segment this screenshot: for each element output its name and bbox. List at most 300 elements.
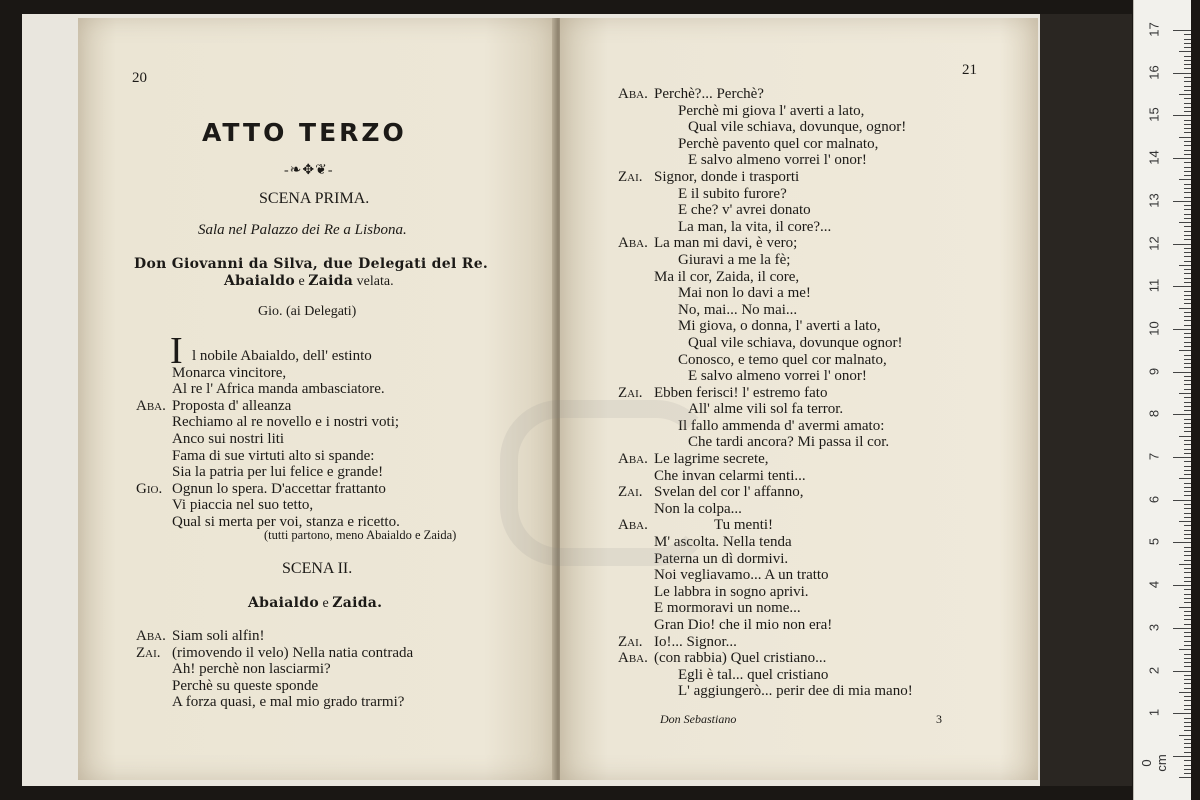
speaker-label: Aba.	[136, 397, 166, 414]
verse-line	[618, 385, 913, 402]
ruler-tick	[1184, 658, 1191, 659]
verse-text: Signor, donde i trasporti	[654, 168, 800, 185]
ruler-tick	[1184, 632, 1191, 633]
verse-text: Svelan del cor l' affanno,	[654, 484, 804, 501]
verse-text: Mai non lo davi a me!	[678, 285, 811, 302]
verse-text: Ma il cor, Zaida, il core,	[654, 268, 800, 285]
measurement-ruler	[1133, 0, 1191, 800]
verse-text: E che? v' avrei donato	[678, 202, 811, 219]
verse-line	[618, 667, 913, 684]
ruler-tick	[1184, 214, 1191, 215]
ruler-tick	[1184, 81, 1191, 82]
act-title: ATTO TERZO	[202, 118, 407, 147]
cast-name-zaida: Zaida	[308, 273, 354, 289]
ruler-tick	[1184, 273, 1191, 274]
ruler-tick	[1184, 86, 1191, 87]
ruler-tick	[1184, 444, 1191, 445]
verse-text: Perchè mi giova l' averti a lato,	[678, 102, 865, 119]
drop-cap: I	[170, 330, 183, 372]
verse-line	[136, 678, 413, 695]
verse-line	[618, 302, 913, 319]
verse-text: E salvo almeno vorrei l' onor!	[688, 368, 867, 385]
ruler-label: 0 cm	[1139, 754, 1169, 772]
ruler-tick	[1184, 551, 1191, 552]
ruler-tick	[1184, 389, 1191, 390]
scene-one-title: SCENA PRIMA.	[259, 190, 370, 207]
ruler-tick	[1184, 64, 1191, 65]
verse-block-scene-two	[136, 628, 413, 711]
verse-line	[618, 567, 913, 584]
ruler-tick	[1184, 363, 1191, 364]
ruler-tick	[1184, 77, 1191, 78]
ruler-tick	[1173, 628, 1191, 629]
ruler-label: 8	[1146, 410, 1162, 418]
ruler-tick	[1184, 705, 1191, 706]
verse-text: Noi vegliavamo... A un tratto	[654, 567, 829, 584]
ruler-tick	[1184, 636, 1191, 637]
ruler-tick	[1184, 419, 1191, 420]
ruler-tick	[1184, 470, 1191, 471]
ruler-tick	[1184, 34, 1191, 35]
ruler-tick	[1184, 752, 1191, 753]
museum-watermark	[500, 400, 716, 566]
ruler-tick	[1184, 299, 1191, 300]
ruler-tick	[1184, 98, 1191, 99]
verse-text: Proposta d' alleanza	[172, 397, 292, 414]
ruler-tick	[1179, 521, 1191, 522]
speaker-label: Aba.	[618, 517, 648, 534]
ruler-tick	[1179, 179, 1191, 180]
scene-two-cast	[248, 595, 382, 612]
verse-line	[136, 481, 400, 498]
ruler-tick	[1179, 94, 1191, 95]
ruler-tick	[1184, 56, 1191, 57]
ruler-label: 14	[1146, 150, 1162, 165]
ruler-tick	[1184, 572, 1191, 573]
verse-line	[136, 431, 400, 448]
verse-text: All' alme vili sol fa terror.	[688, 401, 844, 418]
ruler-tick	[1184, 303, 1191, 304]
ruler-label: 15	[1146, 107, 1162, 123]
ruler-tick	[1184, 128, 1191, 129]
ruler-tick	[1184, 675, 1191, 676]
verse-line	[136, 661, 413, 678]
ruler-tick	[1184, 410, 1191, 411]
ruler-tick	[1184, 688, 1191, 689]
ruler-label: 9	[1146, 367, 1162, 375]
ruler-tick	[1179, 222, 1191, 223]
ruler-tick	[1184, 192, 1191, 193]
ruler-tick	[1184, 197, 1191, 198]
ruler-tick	[1173, 457, 1191, 458]
ruler-tick	[1179, 735, 1191, 736]
verse-line	[618, 252, 913, 269]
ruler-tick	[1179, 436, 1191, 437]
ruler-tick	[1184, 90, 1191, 91]
ruler-tick	[1184, 184, 1191, 185]
verse-text: E mormoravi un nome...	[654, 600, 801, 617]
speaker-label: Zai.	[618, 484, 643, 501]
verse-line	[618, 119, 913, 136]
ruler-tick	[1184, 231, 1191, 232]
ruler-tick	[1184, 547, 1191, 548]
verse-line	[136, 381, 400, 398]
ruler-tick	[1179, 137, 1191, 138]
speaker-label: Aba.	[618, 235, 648, 252]
ruler-tick	[1184, 624, 1191, 625]
ruler-tick	[1173, 158, 1191, 159]
verse-text: Che tardi ancora? Mi passa il cor.	[688, 434, 890, 451]
ruler-tick	[1184, 402, 1191, 403]
ruler-tick	[1184, 278, 1191, 279]
ruler-tick	[1184, 662, 1191, 663]
verse-line	[618, 202, 913, 219]
ruler-tick	[1184, 167, 1191, 168]
ruler-tick	[1173, 372, 1191, 373]
ruler-tick	[1184, 282, 1191, 283]
ruler-tick	[1179, 350, 1191, 351]
ruler-tick	[1184, 722, 1191, 723]
ruler-tick	[1184, 68, 1191, 69]
cast-name-abaialdo: Abaialdo	[224, 273, 295, 289]
page-number-left: 20	[132, 70, 147, 86]
verse-line	[618, 152, 913, 169]
verse-line	[618, 103, 913, 120]
ruler-label: 3	[1146, 623, 1162, 631]
ruler-tick	[1184, 205, 1191, 206]
verse-line	[136, 694, 413, 711]
ruler-tick	[1184, 171, 1191, 172]
speaker-label: Zai.	[618, 168, 643, 185]
ruler-tick	[1184, 406, 1191, 407]
speaker-label: Aba.	[618, 650, 648, 667]
ruler-tick	[1184, 598, 1191, 599]
verse-block-right	[618, 86, 913, 700]
verse-line	[618, 235, 913, 252]
ruler-tick	[1184, 769, 1191, 770]
ruler-tick	[1184, 449, 1191, 450]
speaker-label: Aba.	[136, 628, 166, 644]
verse-text: Monarca vincitore,	[172, 364, 287, 381]
ruler-tick	[1184, 645, 1191, 646]
ruler-tick	[1173, 329, 1191, 330]
ruler-tick	[1173, 286, 1191, 287]
ruler-tick	[1184, 162, 1191, 163]
verse-line	[136, 464, 400, 481]
verse-line	[618, 584, 913, 601]
ruler-tick	[1184, 337, 1191, 338]
ruler-tick	[1184, 440, 1191, 441]
cast-veiled: velata.	[353, 274, 394, 289]
verse-text: Giuravi a me la fè;	[678, 251, 791, 268]
verse-line	[618, 219, 913, 236]
verse-text: Mi giova, o donna, l' averti a lato,	[678, 318, 881, 335]
ruler-tick	[1184, 427, 1191, 428]
ruler-tick	[1184, 654, 1191, 655]
verse-text: A forza quasi, e mal mio grado trarmi?	[172, 694, 405, 711]
ruler-tick	[1184, 466, 1191, 467]
ruler-tick	[1173, 671, 1191, 672]
verse-line	[618, 634, 913, 651]
verse-line	[618, 169, 913, 186]
ruler-tick	[1184, 726, 1191, 727]
ruler-tick	[1184, 132, 1191, 133]
ruler-tick	[1184, 325, 1191, 326]
ruler-tick	[1184, 359, 1191, 360]
verse-text: Perchè su queste sponde	[172, 677, 319, 694]
ruler-tick	[1184, 517, 1191, 518]
verse-text: Fama di sue virtuti alto si spande:	[172, 447, 375, 464]
ruler-tick	[1184, 235, 1191, 236]
verse-text: Le lagrime secrete,	[654, 451, 769, 468]
verse-text: Non la colpa...	[654, 500, 742, 517]
ruler-tick	[1184, 487, 1191, 488]
verse-line	[618, 269, 913, 286]
verse-text: Paterna un dì dormivi.	[654, 550, 789, 567]
ruler-tick	[1173, 500, 1191, 501]
ruler-label: 2	[1146, 666, 1162, 674]
ruler-tick	[1184, 145, 1191, 146]
verse-line	[618, 186, 913, 203]
ruler-tick	[1184, 423, 1191, 424]
ruler-tick	[1184, 743, 1191, 744]
verse-block-scene-one	[136, 348, 400, 531]
verse-text: Vi piaccia nel suo tetto,	[172, 497, 314, 514]
ruler-tick	[1184, 696, 1191, 697]
ruler-tick	[1184, 483, 1191, 484]
ruler-tick	[1184, 461, 1191, 462]
scan-frame	[1040, 14, 1132, 786]
speaker-label: Zai.	[618, 633, 643, 650]
ruler-tick	[1184, 495, 1191, 496]
ruler-label: 10	[1146, 321, 1162, 336]
speaker-label: Gio.	[136, 480, 163, 497]
verse-text: Io!... Signor...	[654, 633, 737, 650]
ruler-tick	[1184, 560, 1191, 561]
ruler-tick	[1184, 534, 1191, 535]
ruler-tick	[1184, 594, 1191, 595]
scene-two-title: SCENA II.	[282, 560, 353, 577]
ruler-tick	[1184, 47, 1191, 48]
ruler-label: 12	[1146, 235, 1162, 251]
verse-text: (con rabbia) Quel cristiano...	[654, 650, 827, 667]
verse-text: La man, la vita, il core?...	[678, 218, 832, 235]
verse-line	[618, 86, 913, 103]
stage-direction-gio: Gio. (ai Delegati)	[258, 304, 357, 319]
ruler-label: 11	[1146, 278, 1162, 293]
ruler-tick	[1184, 188, 1191, 189]
exit-stage-direction: (tutti partono, meno Abaialdo e Zaida)	[264, 528, 457, 542]
left-page	[78, 18, 556, 780]
footer-title: Don Sebastiano	[660, 712, 737, 726]
ruler-tick	[1184, 773, 1191, 774]
ruler-tick	[1173, 115, 1191, 116]
ruler-tick	[1179, 564, 1191, 565]
ruler-tick	[1184, 474, 1191, 475]
ruler-tick	[1179, 308, 1191, 309]
ruler-tick	[1184, 491, 1191, 492]
ruler-tick	[1184, 291, 1191, 292]
ruler-label: 1	[1146, 709, 1162, 717]
verse-text: Qual si merta per voi, stanza e ricetto.	[172, 513, 400, 530]
verse-text: l nobile Abaialdo, dell' estinto	[192, 348, 372, 364]
ruler-tick	[1184, 730, 1191, 731]
ruler-tick	[1184, 615, 1191, 616]
ruler-tick	[1179, 265, 1191, 266]
ruler-tick	[1184, 718, 1191, 719]
verse-line	[618, 285, 913, 302]
verse-line	[136, 398, 400, 415]
ruler-tick	[1184, 295, 1191, 296]
ruler-label: 6	[1146, 495, 1162, 503]
verse-line	[618, 617, 913, 634]
ruler-tick	[1184, 252, 1191, 253]
verse-line	[618, 352, 913, 369]
verse-text: La man mi davi, è vero;	[654, 235, 798, 252]
verse-text: M' ascolta. Nella tenda	[654, 534, 792, 551]
ruler-label: 16	[1146, 64, 1162, 80]
verse-text: Ah! perchè non lasciarmi?	[172, 661, 331, 678]
verse-line	[136, 628, 413, 645]
ruler-tick	[1179, 777, 1191, 778]
verse-line	[618, 683, 913, 700]
ruler-tick	[1184, 666, 1191, 667]
ruler-tick	[1184, 581, 1191, 582]
ruler-tick	[1184, 316, 1191, 317]
ruler-tick	[1173, 756, 1191, 757]
ruler-tick	[1184, 739, 1191, 740]
cast-conjunction: e	[294, 274, 309, 289]
verse-text: Il fallo ammenda d' avermi amato:	[678, 417, 885, 434]
speaker-label: Aba.	[618, 451, 648, 468]
ruler-tick	[1184, 269, 1191, 270]
ruler-tick	[1184, 209, 1191, 210]
verse-text: Tu menti!	[714, 517, 774, 534]
ruler-tick	[1184, 60, 1191, 61]
ruler-tick	[1184, 384, 1191, 385]
ruler-label: 5	[1146, 538, 1162, 546]
ruler-tick	[1184, 577, 1191, 578]
verse-text: Qual vile schiava, dovunque, ognor!	[688, 119, 907, 136]
ruler-tick	[1184, 453, 1191, 454]
ruler-tick	[1184, 376, 1191, 377]
ruler-tick	[1184, 355, 1191, 356]
verse-line	[618, 368, 913, 385]
ruler-tick	[1184, 103, 1191, 104]
ruler-tick	[1179, 607, 1191, 608]
cast-list-line-2	[224, 273, 394, 290]
ruler-tick	[1184, 261, 1191, 262]
verse-text: Perchè?... Perchè?	[654, 86, 764, 102]
ruler-tick	[1184, 107, 1191, 108]
ruler-tick	[1184, 765, 1191, 766]
ruler-tick	[1184, 683, 1191, 684]
ruler-tick	[1184, 39, 1191, 40]
ruler-tick	[1184, 248, 1191, 249]
ruler-tick	[1184, 641, 1191, 642]
verse-line	[618, 600, 913, 617]
ruler-tick	[1184, 709, 1191, 710]
ruler-tick	[1184, 568, 1191, 569]
scene-two-cast-conjunction: e	[318, 596, 333, 611]
verse-line	[136, 365, 400, 382]
ruler-tick	[1173, 542, 1191, 543]
ruler-tick	[1184, 589, 1191, 590]
ruler-tick	[1184, 555, 1191, 556]
ruler-tick	[1184, 333, 1191, 334]
ruler-tick	[1184, 43, 1191, 44]
verse-text: Conosco, e temo quel cor malnato,	[678, 351, 887, 368]
ruler-tick	[1173, 201, 1191, 202]
right-page	[560, 18, 1038, 780]
ruler-tick	[1184, 508, 1191, 509]
verse-text: Perchè pavento quel cor malnato,	[678, 135, 879, 152]
ruler-label: 13	[1146, 193, 1162, 208]
verse-text: Rechiamo al re novello e i nostri voti;	[172, 414, 400, 431]
verse-line	[618, 650, 913, 667]
ruler-tick	[1184, 619, 1191, 620]
ruler-tick	[1184, 380, 1191, 381]
ruler-tick	[1184, 397, 1191, 398]
ruler-tick	[1184, 226, 1191, 227]
ruler-tick	[1184, 747, 1191, 748]
verse-line	[136, 348, 400, 365]
ruler-tick	[1173, 73, 1191, 74]
verse-text: L' aggiungerò... perir dee di mia mano!	[678, 683, 913, 700]
verse-line	[136, 448, 400, 465]
ruler-label: 17	[1146, 22, 1162, 37]
verse-text: Ebben ferisci! l' estremo fato	[654, 384, 828, 401]
scene-setting: Sala nel Palazzo dei Re a Lisbona.	[198, 222, 407, 238]
verse-line	[618, 335, 913, 352]
ruler-tick	[1184, 538, 1191, 539]
ruler-tick	[1179, 649, 1191, 650]
ruler-tick	[1179, 692, 1191, 693]
speaker-label: Aba.	[618, 86, 648, 102]
ruler-tick	[1173, 585, 1191, 586]
scene-two-cast-abaialdo: Abaialdo	[248, 595, 319, 611]
verse-text: Qual vile schiava, dovunque ognor!	[688, 334, 903, 351]
ruler-tick	[1184, 431, 1191, 432]
ruler-tick	[1184, 525, 1191, 526]
ruler-tick	[1184, 760, 1191, 761]
ornament: -❧✥❦-	[284, 163, 334, 178]
ruler-tick	[1179, 478, 1191, 479]
verse-text: Siam soli alfin!	[172, 628, 265, 644]
verse-text: Egli è tal... quel cristiano	[678, 666, 829, 683]
ruler-tick	[1184, 530, 1191, 531]
verse-line	[136, 497, 400, 514]
ruler-tick	[1179, 393, 1191, 394]
verse-text: Sia la patria per lui felice e grande!	[172, 464, 384, 481]
ruler-tick	[1184, 602, 1191, 603]
ruler-tick	[1184, 367, 1191, 368]
ruler-tick	[1179, 51, 1191, 52]
verse-line	[618, 318, 913, 335]
ruler-tick	[1184, 111, 1191, 112]
ruler-tick	[1184, 346, 1191, 347]
verse-line	[618, 136, 913, 153]
ruler-tick	[1184, 256, 1191, 257]
ruler-tick	[1184, 504, 1191, 505]
ruler-tick	[1184, 342, 1191, 343]
verse-text: Al re l' Africa manda ambasciatore.	[172, 381, 385, 398]
speaker-label: Zai.	[136, 644, 161, 661]
ruler-label: 4	[1146, 581, 1162, 589]
verse-text: Che invan celarmi tenti...	[654, 467, 806, 484]
verse-text: Ognun lo spera. D'accettar frattanto	[172, 480, 386, 497]
verse-text: Gran Dio! che il mio non era!	[654, 617, 833, 633]
